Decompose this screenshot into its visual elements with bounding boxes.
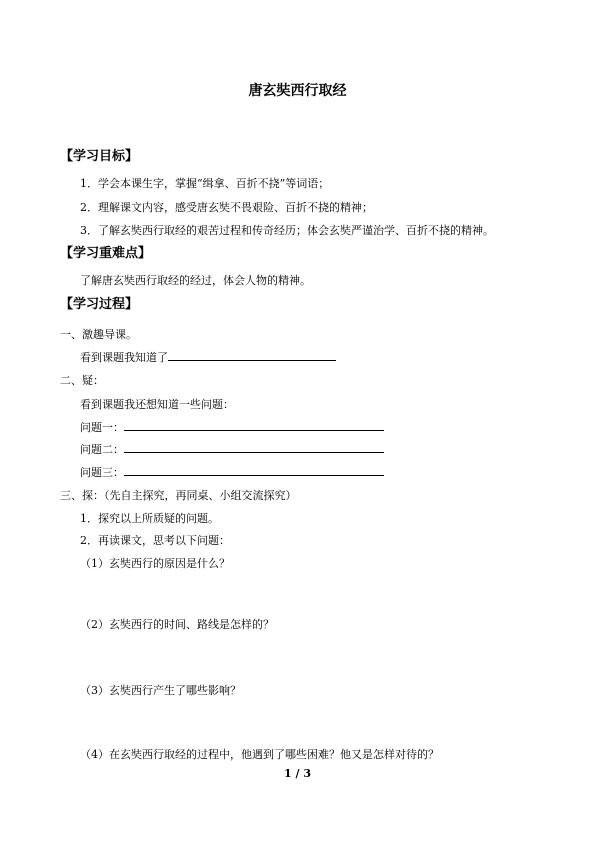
question-label-2: 问题二： [80,443,124,456]
section-heading-goals: 【学习目标】 [60,149,139,164]
question-row-3 [80,464,384,480]
section-heading-key-points: 【学习重难点】 [60,246,152,261]
step-1-prompt: 看到课题我知道了 [80,351,168,364]
step-3-item-1: 1．探究以上所质疑的问题。 [80,512,219,525]
answer-blank[interactable] [124,465,384,476]
sub-question-3: （3）玄奘西行产生了哪些影响？ [80,684,241,697]
goal-item-2: 2．理解课文内容，感受唐玄奘不畏艰险、百折不挠的精神； [80,201,373,214]
sub-question-1: （1）玄奘西行的原因是什么？ [80,557,230,570]
page-number: 1 / 3 [284,767,311,780]
question-row-1 [80,419,384,435]
key-points-text: 了解唐玄奘西行取经的经过，体会人物的精神。 [80,274,311,287]
step-3-label: 三、探：（先自主探究，再同桌、小组交流探究） [60,489,297,502]
section-heading-process: 【学习过程】 [60,297,139,312]
page-title: 唐玄奘西行取经 [248,83,347,99]
question-label-3: 问题三： [80,466,124,479]
step-1-prompt-row [80,349,336,365]
goal-item-3: 3．了解玄奘西行取经的艰苦过程和传奇经历；体会玄奘严谨治学、百折不挠的精神。 [80,224,494,237]
step-1-label: 一、激趣导课。 [60,328,137,341]
step-2-intro: 看到课题我还想知道一些问题： [80,398,234,411]
goal-item-1: 1．学会本课生字，掌握“缉拿、百折不挠”等词语； [80,177,330,190]
answer-blank[interactable] [124,442,384,453]
sub-question-2: （2）玄奘西行的时间、路线是怎样的？ [80,618,274,631]
question-label-1: 问题一： [80,421,124,434]
step-2-label: 二、疑： [60,374,104,387]
question-row-2 [80,441,384,457]
answer-blank[interactable] [124,420,384,431]
step-3-item-2: 2．再读课文，思考以下问题： [80,534,230,547]
sub-question-4: （4）在玄奘西行取经的过程中，他遇到了哪些困难？他又是怎样对待的？ [80,748,439,761]
answer-blank[interactable] [168,350,336,361]
